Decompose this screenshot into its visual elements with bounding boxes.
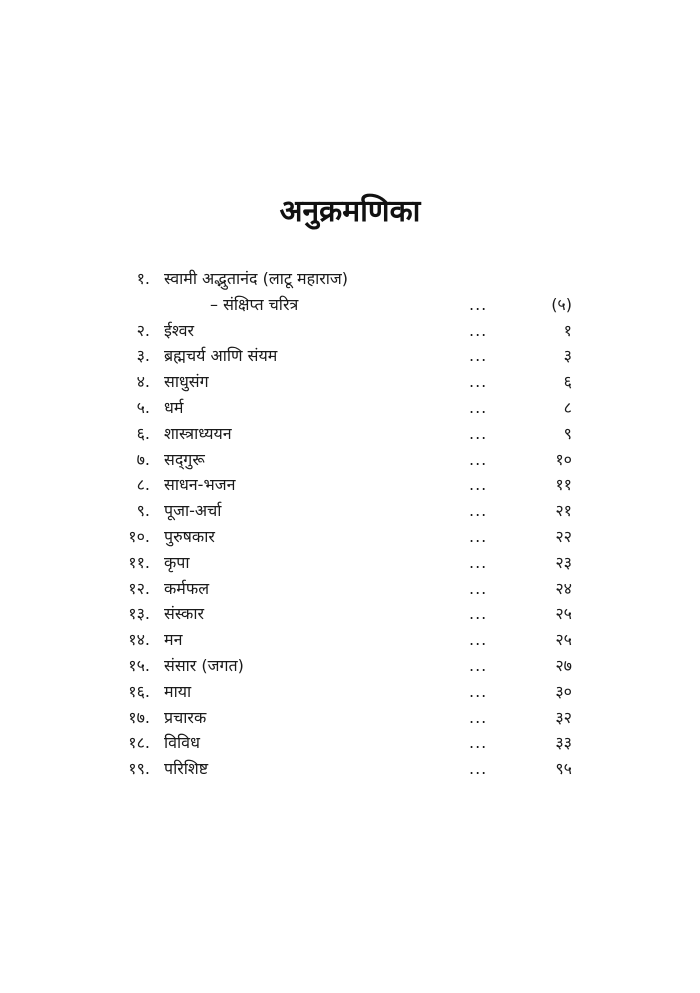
entry-title: माया: [164, 681, 192, 701]
entry-number: ६.: [136, 423, 150, 443]
entry-title: साधुसंग: [164, 372, 209, 392]
entry-number: ४.: [136, 372, 150, 392]
toc-entry[interactable]: [0, 318, 700, 344]
entry-number: १०.: [128, 526, 150, 546]
dot-leader: ...: [469, 501, 488, 521]
toc-entry[interactable]: [0, 576, 700, 602]
entry-page-number: २७: [555, 655, 572, 675]
toc-entry[interactable]: [0, 627, 700, 653]
page-title: अनुक्रमणिका: [279, 194, 421, 229]
toc-entry[interactable]: [0, 550, 700, 576]
toc-entry[interactable]: [0, 653, 700, 679]
dot-leader: ...: [469, 681, 488, 701]
entry-number: ११.: [128, 552, 150, 572]
entry-title: धर्म: [164, 397, 184, 417]
toc-entry[interactable]: [0, 343, 700, 369]
dot-leader: ...: [469, 526, 488, 546]
entry-number: १४.: [128, 630, 150, 650]
entry-page-number: २४: [555, 578, 572, 598]
entry-number: १७.: [128, 707, 150, 727]
dot-leader: ...: [469, 604, 488, 624]
entry-number: १३.: [128, 604, 150, 624]
entry-number: १५.: [128, 655, 150, 675]
toc-entry[interactable]: [0, 601, 700, 627]
dot-leader: ...: [469, 707, 488, 727]
toc-entry-continuation[interactable]: [0, 292, 700, 318]
entry-number: १.: [136, 269, 150, 288]
entry-title: कर्मफल: [164, 578, 210, 598]
toc-entry[interactable]: [0, 524, 700, 550]
entry-number: ८.: [136, 475, 150, 495]
toc-entry[interactable]: [0, 756, 700, 782]
entry-title: संस्कार: [164, 604, 205, 624]
dot-leader: ...: [469, 397, 488, 417]
entry-page-number: (५): [551, 294, 572, 314]
entry-title: स्वामी अद्भुतानंद (लाटू महाराज): [164, 269, 349, 288]
dot-leader: ...: [469, 449, 488, 469]
entry-page-number: २२: [555, 526, 572, 546]
dot-leader: ...: [469, 733, 488, 753]
entry-title: शास्त्राध्ययन: [164, 423, 232, 443]
entry-number: ७.: [136, 449, 150, 469]
toc-entry[interactable]: [0, 447, 700, 473]
toc-entry[interactable]: [0, 730, 700, 756]
entry-page-number: २५: [555, 630, 572, 650]
entry-title: संसार (जगत): [164, 655, 244, 675]
toc-entry[interactable]: [0, 472, 700, 498]
toc-entry[interactable]: [0, 421, 700, 447]
entry-page-number: २३: [555, 552, 572, 572]
entry-page-number: ८: [563, 397, 572, 417]
dot-leader: ...: [469, 294, 488, 314]
dot-leader: ...: [469, 552, 488, 572]
dot-leader: ...: [469, 759, 488, 779]
entry-page-number: १: [563, 320, 572, 340]
entry-title: पूजा-अर्चा: [164, 501, 222, 521]
entry-title: प्रचारक: [164, 707, 207, 727]
entry-number: ३.: [136, 346, 150, 366]
entry-number: १८.: [128, 733, 150, 753]
dot-leader: ...: [469, 630, 488, 650]
table-of-contents: [0, 266, 700, 782]
entry-title: साधन-भजन: [164, 475, 236, 495]
entry-number: २.: [136, 320, 150, 340]
toc-entry[interactable]: [0, 395, 700, 421]
toc-entry[interactable]: [0, 498, 700, 524]
dot-leader: ...: [469, 423, 488, 443]
dot-leader: ...: [469, 578, 488, 598]
toc-entry[interactable]: [0, 679, 700, 705]
toc-entry[interactable]: [0, 705, 700, 731]
entry-page-number: १०: [555, 449, 572, 469]
entry-page-number: ३२: [555, 707, 572, 727]
entry-page-number: ६: [563, 372, 572, 392]
dot-leader: ...: [469, 320, 488, 340]
dot-leader: ...: [469, 655, 488, 675]
entry-title: कृपा: [164, 552, 190, 572]
entry-page-number: ३०: [555, 681, 572, 701]
entry-page-number: ११: [555, 475, 572, 495]
dot-leader: ...: [469, 346, 488, 366]
entry-title: परिशिष्ट: [164, 759, 209, 779]
entry-title: मन: [164, 630, 183, 650]
entry-title: ब्रह्मचर्य आणि संयम: [164, 346, 278, 366]
entry-title: विविध: [164, 733, 200, 753]
entry-page-number: ३: [563, 346, 572, 366]
entry-number: ५.: [136, 397, 150, 417]
entry-title: पुरुषकार: [164, 526, 215, 546]
entry-page-number: २५: [555, 604, 572, 624]
entry-page-number: २१: [555, 501, 572, 521]
dot-leader: ...: [469, 475, 488, 495]
entry-page-number: ३३: [555, 733, 572, 753]
entry-page-number: ९५: [555, 759, 572, 779]
entry-title: सद्‌गुरू: [164, 449, 205, 469]
toc-entry[interactable]: [0, 266, 700, 292]
entry-number: ९.: [136, 501, 150, 521]
entry-subtitle: – संक्षिप्त चरित्र: [210, 294, 299, 314]
entry-number: १९.: [128, 759, 150, 779]
entry-page-number: ९: [563, 423, 572, 443]
entry-number: १६.: [128, 681, 150, 701]
toc-entry[interactable]: [0, 369, 700, 395]
dot-leader: ...: [469, 372, 488, 392]
entry-title: ईश्वर: [164, 320, 195, 340]
entry-number: १२.: [128, 578, 150, 598]
